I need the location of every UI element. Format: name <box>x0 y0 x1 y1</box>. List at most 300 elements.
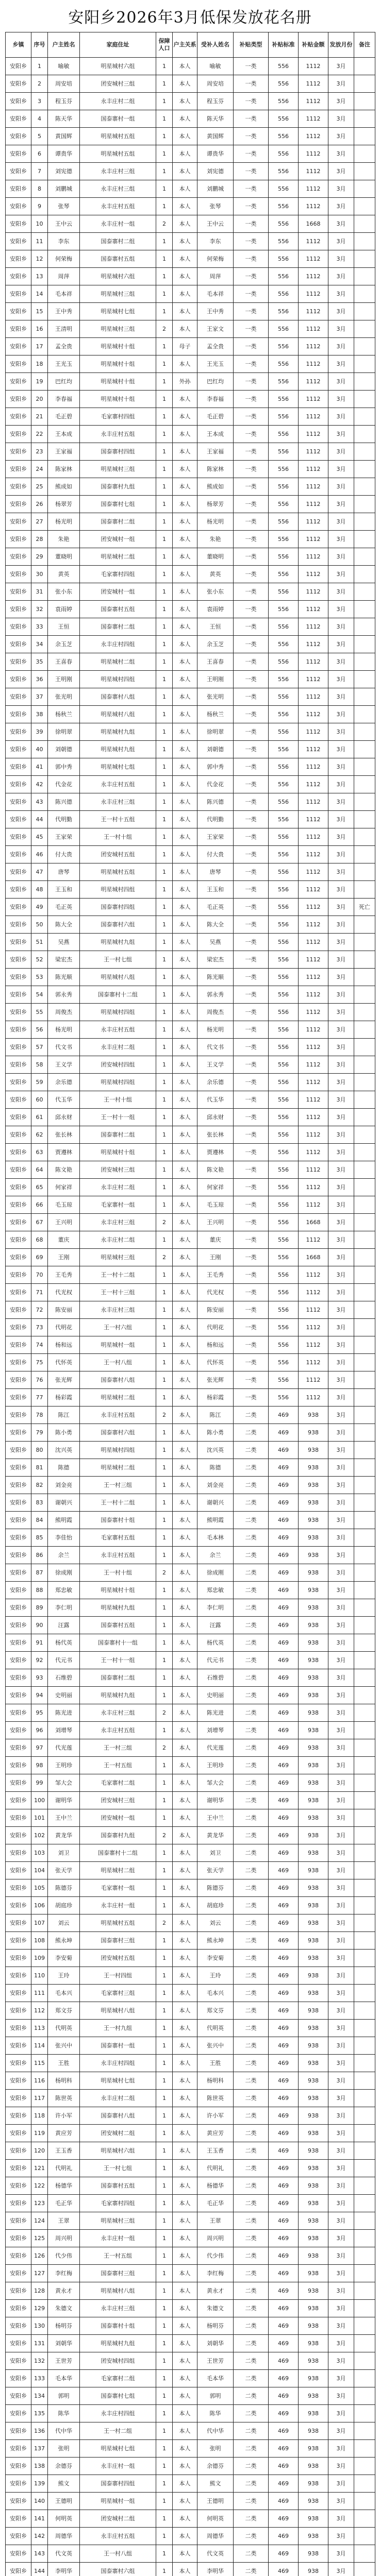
cell-household-head: 刘宪德 <box>48 163 80 180</box>
cell-recipient: 谭贵华 <box>197 145 234 163</box>
cell-remark <box>354 1932 375 1950</box>
cell-household-size: 1 <box>156 688 173 706</box>
cell-remark <box>354 986 375 1004</box>
table-row <box>6 2387 375 2405</box>
cell-remark <box>354 1494 375 1512</box>
cell-standard: 469 <box>269 1494 299 1512</box>
cell-serial: 8 <box>31 180 48 198</box>
cell-category: 一类 <box>234 338 269 355</box>
cell-month: 3月 <box>328 1599 354 1617</box>
cell-relation: 本人 <box>173 1389 197 1406</box>
cell-serial: 81 <box>31 1459 48 1477</box>
cell-relation: 本人 <box>173 1564 197 1582</box>
cell-serial: 123 <box>31 2195 48 2212</box>
table-row <box>6 338 375 355</box>
cell-relation: 本人 <box>173 1512 197 1529</box>
cell-recipient: 袁雨婷 <box>197 601 234 618</box>
cell-household-head: 杨秋兰 <box>48 706 80 723</box>
cell-household-size: 1 <box>156 776 173 793</box>
cell-household-head: 王明刚 <box>48 671 80 688</box>
cell-relation: 本人 <box>173 1266 197 1284</box>
cell-household-size: 1 <box>156 1634 173 1652</box>
cell-recipient: 何明英 <box>197 2510 234 2528</box>
cell-category: 一类 <box>234 1389 269 1406</box>
table-row <box>6 1144 375 1161</box>
cell-category: 一类 <box>234 1284 269 1301</box>
cell-month: 3月 <box>328 1494 354 1512</box>
cell-remark <box>354 2072 375 2090</box>
cell-remark <box>354 2352 375 2370</box>
cell-amount: 938 <box>299 1739 328 1757</box>
cell-address: 明星城村二组 <box>80 653 156 671</box>
cell-serial: 28 <box>31 531 48 548</box>
table-row <box>6 163 375 180</box>
cell-address: 国泰寨村五组 <box>80 601 156 618</box>
cell-category: 一类 <box>234 916 269 934</box>
cell-recipient: 刘云 <box>197 1914 234 1932</box>
cell-household-size: 1 <box>156 934 173 951</box>
cell-relation: 本人 <box>173 531 197 548</box>
cell-address: 明星城村九组 <box>80 1687 156 1704</box>
cell-household-size: 1 <box>156 1862 173 1879</box>
cell-category: 二类 <box>234 1879 269 1897</box>
cell-township: 安阳乡 <box>6 1582 31 1599</box>
cell-household-head: 杨德华 <box>48 2177 80 2195</box>
cell-month: 3月 <box>328 233 354 250</box>
cell-remark <box>354 2142 375 2160</box>
cell-relation: 本人 <box>173 723 197 741</box>
cell-amount: 1112 <box>299 1179 328 1196</box>
cell-remark <box>354 320 375 338</box>
cell-township: 安阳乡 <box>6 1669 31 1687</box>
cell-serial: 92 <box>31 1652 48 1669</box>
table-row <box>6 320 375 338</box>
cell-address: 国泰寨村三组 <box>80 1932 156 1950</box>
cell-remark <box>354 1161 375 1179</box>
cell-month: 3月 <box>328 1652 354 1669</box>
cell-category: 一类 <box>234 128 269 145</box>
cell-serial: 46 <box>31 846 48 863</box>
cell-serial: 77 <box>31 1389 48 1406</box>
cell-standard: 556 <box>269 969 299 986</box>
cell-serial: 108 <box>31 1932 48 1950</box>
table-row <box>6 706 375 723</box>
table-row <box>6 198 375 215</box>
cell-township: 安阳乡 <box>6 793 31 811</box>
cell-amount: 1112 <box>299 531 328 548</box>
cell-address: 国泰寨村四组 <box>80 2475 156 2493</box>
cell-remark <box>354 1582 375 1599</box>
cell-remark <box>354 215 375 233</box>
cell-township: 安阳乡 <box>6 1406 31 1424</box>
col-header: 备注 <box>354 32 375 58</box>
cell-address: 永丰庄村二组 <box>80 1179 156 1196</box>
cell-month: 3月 <box>328 618 354 636</box>
cell-standard: 556 <box>269 1389 299 1406</box>
col-header: 户主关系 <box>173 32 197 58</box>
cell-household-size: 1 <box>156 2458 173 2475</box>
cell-recipient: 余兰 <box>197 1547 234 1564</box>
cell-category: 二类 <box>234 1914 269 1932</box>
cell-household-size: 1 <box>156 2002 173 2020</box>
cell-amount: 938 <box>299 2440 328 2458</box>
cell-township: 安阳乡 <box>6 58 31 75</box>
cell-remark <box>354 2107 375 2125</box>
cell-amount: 1112 <box>299 1004 328 1021</box>
cell-remark <box>354 2125 375 2142</box>
cell-standard: 556 <box>269 899 299 916</box>
cell-category: 一类 <box>234 1109 269 1126</box>
cell-relation: 母子 <box>173 338 197 355</box>
cell-relation: 本人 <box>173 1547 197 1564</box>
cell-month: 3月 <box>328 934 354 951</box>
cell-month: 3月 <box>328 951 354 969</box>
cell-serial: 74 <box>31 1336 48 1354</box>
cell-standard: 469 <box>269 1687 299 1704</box>
cell-amount: 1668 <box>299 1214 328 1231</box>
cell-township: 安阳乡 <box>6 1722 31 1739</box>
cell-household-head: 程玉芬 <box>48 93 80 110</box>
cell-serial: 22 <box>31 426 48 443</box>
table-row <box>6 1932 375 1950</box>
cell-amount: 938 <box>299 2422 328 2440</box>
cell-category: 二类 <box>234 1477 269 1494</box>
cell-address: 明星城村八组 <box>80 706 156 723</box>
cell-relation: 本人 <box>173 461 197 478</box>
cell-relation: 本人 <box>173 1529 197 1547</box>
cell-address: 国泰寨村十二组 <box>80 986 156 1004</box>
cell-remark <box>354 2160 375 2177</box>
cell-amount: 938 <box>299 1722 328 1739</box>
cell-remark <box>354 2335 375 2352</box>
cell-category: 一类 <box>234 303 269 320</box>
cell-category: 二类 <box>234 2160 269 2177</box>
cell-household-size: 1 <box>156 969 173 986</box>
cell-household-size: 1 <box>156 828 173 846</box>
cell-household-head: 王翠 <box>48 2212 80 2230</box>
cell-household-head: 李安菊 <box>48 1950 80 1967</box>
cell-remark <box>354 1722 375 1739</box>
cell-month: 3月 <box>328 2335 354 2352</box>
table-row <box>6 1196 375 1214</box>
cell-household-head: 巴红均 <box>48 373 80 391</box>
cell-township: 安阳乡 <box>6 1599 31 1617</box>
cell-category: 二类 <box>234 2545 269 2563</box>
cell-township: 安阳乡 <box>6 2282 31 2300</box>
cell-category: 一类 <box>234 285 269 303</box>
cell-township: 安阳乡 <box>6 2405 31 2422</box>
cell-household-size: 1 <box>156 513 173 531</box>
cell-address: 明星城村九组 <box>80 723 156 741</box>
table-row <box>6 2002 375 2020</box>
cell-recipient: 朱艳 <box>197 531 234 548</box>
cell-household-head: 杨明芬 <box>48 2317 80 2335</box>
cell-amount: 938 <box>299 1827 328 1844</box>
cell-serial: 56 <box>31 1021 48 1039</box>
cell-serial: 7 <box>31 163 48 180</box>
table-row <box>6 285 375 303</box>
table-row <box>6 2037 375 2055</box>
cell-household-size: 1 <box>156 2405 173 2422</box>
cell-category: 二类 <box>234 1844 269 1862</box>
col-header: 保障人口 <box>156 32 173 58</box>
cell-amount: 1112 <box>299 653 328 671</box>
cell-remark <box>354 2475 375 2493</box>
cell-remark <box>354 163 375 180</box>
cell-relation: 本人 <box>173 653 197 671</box>
cell-recipient: 毛本祥 <box>197 285 234 303</box>
cell-relation: 本人 <box>173 1336 197 1354</box>
cell-township: 安阳乡 <box>6 478 31 496</box>
cell-serial: 139 <box>31 2475 48 2493</box>
cell-remark <box>354 2195 375 2212</box>
cell-address: 王一村九组 <box>80 2020 156 2037</box>
cell-amount: 1112 <box>299 1319 328 1336</box>
cell-category: 一类 <box>234 601 269 618</box>
cell-household-head: 代金花 <box>48 776 80 793</box>
cell-amount: 938 <box>299 1862 328 1879</box>
cell-recipient: 余德芬 <box>197 2458 234 2475</box>
cell-standard: 469 <box>269 2440 299 2458</box>
cell-recipient: 刘鹏城 <box>197 180 234 198</box>
cell-remark <box>354 1844 375 1862</box>
cell-serial: 60 <box>31 1091 48 1109</box>
cell-household-size: 1 <box>156 145 173 163</box>
cell-standard: 469 <box>269 1862 299 1879</box>
cell-household-head: 陈天华 <box>48 110 80 128</box>
cell-month: 3月 <box>328 2387 354 2405</box>
cell-household-size: 1 <box>156 1459 173 1477</box>
cell-remark <box>354 1757 375 1774</box>
cell-recipient: 代光莲 <box>197 1739 234 1757</box>
cell-category: 二类 <box>234 2107 269 2125</box>
cell-household-head: 王本成 <box>48 426 80 443</box>
cell-standard: 556 <box>269 233 299 250</box>
cell-household-head: 杨代英 <box>48 1634 80 1652</box>
cell-household-head: 贾遵林 <box>48 1144 80 1161</box>
cell-relation: 本人 <box>173 128 197 145</box>
cell-relation: 本人 <box>173 58 197 75</box>
cell-standard: 556 <box>269 93 299 110</box>
cell-month: 3月 <box>328 1564 354 1582</box>
cell-serial: 94 <box>31 1687 48 1704</box>
cell-remark <box>354 2422 375 2440</box>
cell-township: 安阳乡 <box>6 391 31 408</box>
cell-relation: 本人 <box>173 478 197 496</box>
cell-amount: 938 <box>299 1914 328 1932</box>
cell-recipient: 谢明华 <box>197 1792 234 1809</box>
cell-address: 毛家寨村一组 <box>80 1196 156 1214</box>
cell-address: 明星城村五组 <box>80 1914 156 1932</box>
cell-relation: 本人 <box>173 601 197 618</box>
cell-serial: 55 <box>31 1004 48 1021</box>
cell-address: 国泰寨村二组 <box>80 1669 156 1687</box>
cell-recipient: 石维碧 <box>197 1669 234 1687</box>
cell-household-head: 周德华 <box>48 2528 80 2545</box>
cell-address: 永丰庄村三组 <box>80 793 156 811</box>
cell-amount: 938 <box>299 2230 328 2247</box>
cell-recipient: 王玉和 <box>197 881 234 899</box>
cell-month: 3月 <box>328 531 354 548</box>
cell-amount: 1112 <box>299 723 328 741</box>
cell-recipient: 王恒 <box>197 618 234 636</box>
cell-amount: 1112 <box>299 846 328 863</box>
cell-remark <box>354 2440 375 2458</box>
cell-amount: 1112 <box>299 320 328 338</box>
cell-serial: 61 <box>31 1109 48 1126</box>
cell-household-head: 邹大会 <box>48 1774 80 1792</box>
cell-household-size: 1 <box>156 986 173 1004</box>
cell-address: 明星城村三组 <box>80 461 156 478</box>
cell-category: 一类 <box>234 163 269 180</box>
cell-category: 二类 <box>234 1809 269 1827</box>
cell-serial: 2 <box>31 75 48 93</box>
table-row <box>6 934 375 951</box>
cell-household-size: 1 <box>156 2440 173 2458</box>
cell-amount: 1112 <box>299 1284 328 1301</box>
cell-recipient: 杨明芬 <box>197 2317 234 2335</box>
cell-standard: 556 <box>269 303 299 320</box>
cell-household-head: 谭贵华 <box>48 145 80 163</box>
cell-serial: 75 <box>31 1354 48 1371</box>
cell-household-head: 黄国辉 <box>48 128 80 145</box>
cell-address: 明星城村二组 <box>80 1389 156 1406</box>
cell-household-size: 1 <box>156 916 173 934</box>
cell-amount: 938 <box>299 2563 328 2576</box>
cell-category: 二类 <box>234 1774 269 1792</box>
cell-amount: 938 <box>299 2528 328 2545</box>
cell-remark <box>354 2563 375 2576</box>
cell-month: 3月 <box>328 916 354 934</box>
cell-serial: 83 <box>31 1494 48 1512</box>
cell-household-size: 1 <box>156 1512 173 1529</box>
cell-month: 3月 <box>328 1319 354 1336</box>
cell-household-size: 1 <box>156 1932 173 1950</box>
table-row <box>6 233 375 250</box>
cell-category: 二类 <box>234 1617 269 1634</box>
cell-relation: 本人 <box>173 1109 197 1126</box>
cell-serial: 128 <box>31 2282 48 2300</box>
cell-relation: 本人 <box>173 75 197 93</box>
cell-category: 二类 <box>234 1932 269 1950</box>
cell-household-size: 1 <box>156 1669 173 1687</box>
cell-remark <box>354 1687 375 1704</box>
cell-standard: 469 <box>269 1774 299 1792</box>
cell-category: 二类 <box>234 1827 269 1844</box>
cell-household-size: 1 <box>156 2230 173 2247</box>
cell-township: 安阳乡 <box>6 986 31 1004</box>
cell-serial: 82 <box>31 1477 48 1494</box>
cell-address: 明星城村六组 <box>80 58 156 75</box>
cell-category: 一类 <box>234 1336 269 1354</box>
cell-standard: 556 <box>269 828 299 846</box>
cell-township: 安阳乡 <box>6 1914 31 1932</box>
cell-recipient: 唐琴 <box>197 863 234 881</box>
cell-household-size: 1 <box>156 653 173 671</box>
cell-serial: 37 <box>31 688 48 706</box>
cell-month: 3月 <box>328 250 354 268</box>
cell-relation: 本人 <box>173 688 197 706</box>
cell-remark: 死亡 <box>354 899 375 916</box>
cell-standard: 556 <box>269 75 299 93</box>
cell-household-size: 1 <box>156 566 173 583</box>
cell-amount: 1112 <box>299 1231 328 1249</box>
cell-standard: 556 <box>269 215 299 233</box>
cell-household-head: 谢朝兴 <box>48 1494 80 1512</box>
cell-serial: 52 <box>31 951 48 969</box>
cell-serial: 132 <box>31 2352 48 2370</box>
cell-address: 国泰寨村五组 <box>80 1617 156 1634</box>
cell-serial: 140 <box>31 2493 48 2510</box>
cell-category: 一类 <box>234 1039 269 1056</box>
cell-category: 一类 <box>234 320 269 338</box>
cell-amount: 938 <box>299 1424 328 1442</box>
cell-relation: 本人 <box>173 496 197 513</box>
cell-township: 安阳乡 <box>6 1144 31 1161</box>
cell-serial: 114 <box>31 2037 48 2055</box>
cell-township: 安阳乡 <box>6 303 31 320</box>
cell-address: 明星城村四组 <box>80 881 156 899</box>
cell-month: 3月 <box>328 1687 354 1704</box>
cell-household-size: 1 <box>156 1844 173 1862</box>
cell-recipient: 王家文 <box>197 320 234 338</box>
cell-address: 明星城村四组 <box>80 1004 156 1021</box>
cell-month: 3月 <box>328 443 354 461</box>
cell-standard: 556 <box>269 811 299 828</box>
table-row <box>6 1091 375 1109</box>
cell-amount: 1112 <box>299 566 328 583</box>
cell-category: 二类 <box>234 1792 269 1809</box>
cell-township: 安阳乡 <box>6 1512 31 1529</box>
cell-household-size: 1 <box>156 1231 173 1249</box>
cell-serial: 11 <box>31 233 48 250</box>
cell-remark <box>354 2282 375 2300</box>
cell-recipient: 刘金亮 <box>197 1477 234 1494</box>
table-row <box>6 793 375 811</box>
cell-serial: 13 <box>31 268 48 285</box>
cell-remark <box>354 2458 375 2475</box>
cell-address: 明星城村七组 <box>80 2440 156 2458</box>
cell-standard: 556 <box>269 881 299 899</box>
cell-recipient: 王中秀 <box>197 303 234 320</box>
cell-recipient: 郑忠敏 <box>197 1582 234 1599</box>
table-row <box>6 899 375 916</box>
cell-month: 3月 <box>328 1844 354 1862</box>
cell-recipient: 孟全贵 <box>197 338 234 355</box>
table-row <box>6 1459 375 1477</box>
cell-household-size: 1 <box>156 2352 173 2370</box>
cell-serial: 9 <box>31 198 48 215</box>
cell-recipient: 黄英 <box>197 566 234 583</box>
cell-township: 安阳乡 <box>6 2055 31 2072</box>
cell-serial: 142 <box>31 2528 48 2545</box>
cell-category: 一类 <box>234 863 269 881</box>
cell-category: 一类 <box>234 1091 269 1109</box>
cell-remark <box>354 1599 375 1617</box>
cell-standard: 469 <box>269 2107 299 2125</box>
cell-category: 二类 <box>234 2352 269 2370</box>
cell-category: 一类 <box>234 1214 269 1231</box>
cell-month: 3月 <box>328 1039 354 1056</box>
cell-serial: 117 <box>31 2090 48 2107</box>
table-row <box>6 1879 375 1897</box>
cell-category: 二类 <box>234 1424 269 1442</box>
cell-month: 3月 <box>328 1056 354 1074</box>
cell-household-head: 陈文艳 <box>48 1161 80 1179</box>
cell-standard: 556 <box>269 355 299 373</box>
cell-standard: 556 <box>269 793 299 811</box>
cell-amount: 938 <box>299 2265 328 2282</box>
